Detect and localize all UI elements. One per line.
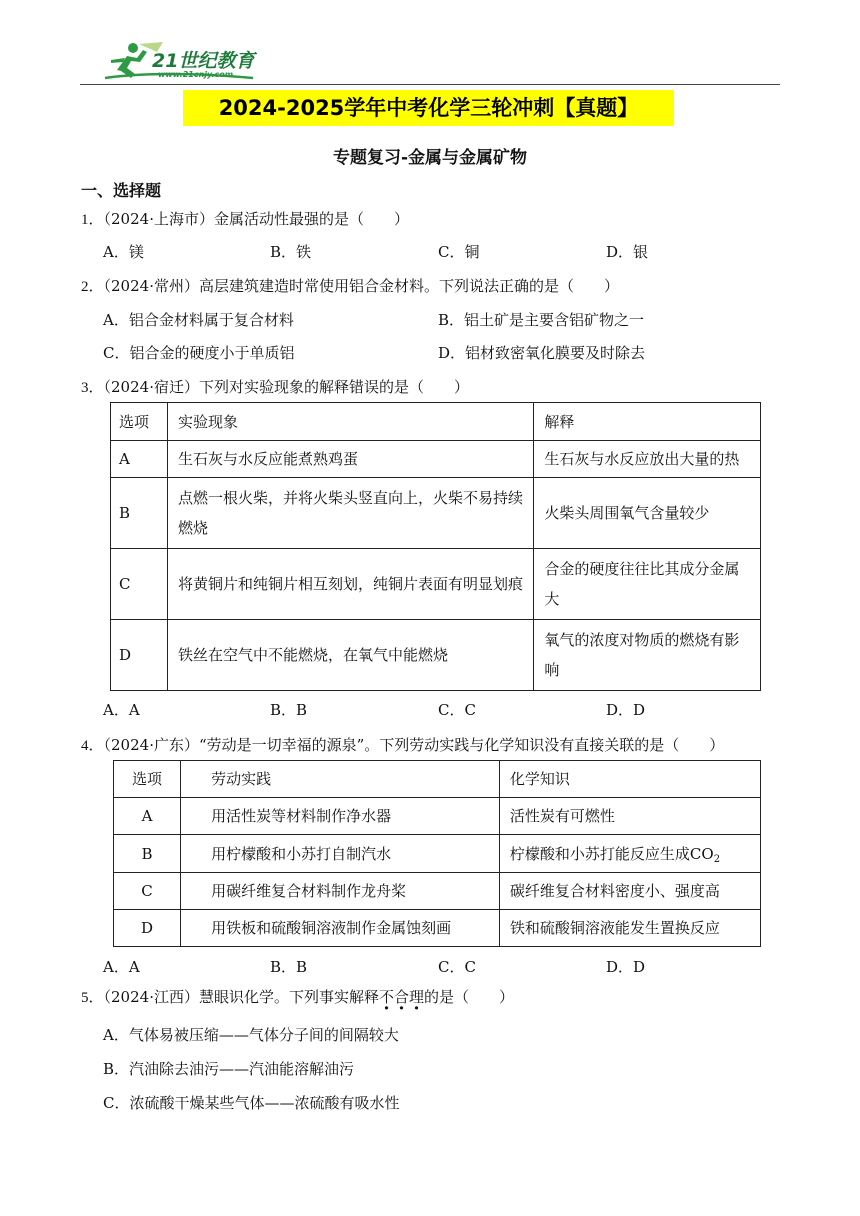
option-d[interactable]: D．铝材致密氧化膜要及时除去 — [438, 344, 646, 362]
option-d[interactable]: D．D — [606, 701, 646, 719]
table-cell: 用活性炭等材料制作净水器 — [181, 798, 500, 835]
question-text: （2024·江西）慧眼识化学。下列事实解释 — [103, 988, 379, 1006]
option-b[interactable]: B．B — [270, 958, 308, 976]
page-subtitle: 专题复习-金属与金属矿物 — [332, 148, 528, 168]
option-b[interactable]: B．铁 — [270, 243, 312, 261]
table-cell: 铁丝在空气中不能燃烧，在氧气中能燃烧 — [167, 620, 533, 691]
logo-text: 21世纪教育 — [152, 50, 255, 72]
table-header-cell: 实验现象 — [167, 403, 533, 441]
table-cell: 铁和硫酸铜溶液能发生置换反应 — [499, 910, 760, 947]
option-a[interactable]: A．铝合金材料属于复合材料 — [103, 311, 294, 329]
header-divider — [80, 84, 780, 85]
table-cell: 活性炭有可燃性 — [499, 798, 760, 835]
logo-subtext: www.21cnjy.com — [158, 70, 234, 79]
emphasis-char: 合 — [393, 988, 409, 1006]
table-cell: 用柠檬酸和小苏打自制汽水 — [181, 835, 500, 873]
section-heading: 一、选择题 — [81, 181, 162, 200]
option-a[interactable]: A．镁 — [103, 243, 144, 261]
table-cell: 将黄铜片和纯铜片相互刻划，纯铜片表面有明显划痕 — [167, 549, 533, 620]
question-1: 1．（2024·上海市）金属活动性最强的是（ ） — [81, 210, 409, 228]
table-cell: D — [111, 620, 168, 691]
table-cell: C — [111, 549, 168, 620]
table-header-cell: 化学知识 — [499, 761, 760, 798]
table-cell: 火柴头周围氧气含量较少 — [534, 478, 761, 549]
table-cell: 碳纤维复合材料密度小、强度高 — [499, 873, 760, 910]
table-row — [114, 835, 761, 873]
emphasis-char: 不 — [378, 988, 394, 1006]
table-cell: B — [114, 835, 181, 873]
option-d[interactable]: D．银 — [606, 243, 649, 261]
option-b[interactable]: B．汽油除去油污——汽油能溶解油污 — [103, 1060, 355, 1078]
table-cell: 生石灰与水反应能煮熟鸡蛋 — [167, 441, 533, 478]
table-row — [114, 873, 761, 910]
option-c[interactable]: C．铜 — [438, 243, 480, 261]
option-d[interactable]: D．D — [606, 958, 646, 976]
table-cell: B — [111, 478, 168, 549]
option-c[interactable]: C．C — [438, 701, 476, 719]
option-a[interactable]: A．气体易被压缩——气体分子间的间隔较大 — [103, 1026, 399, 1044]
question-3-table — [110, 402, 761, 691]
option-c[interactable]: C．浓硫酸干燥某些气体——浓硫酸有吸水性 — [103, 1094, 400, 1112]
question-5: 5．（2024·江西）慧眼识化学。下列事实解释不合理的是（ ） — [81, 988, 515, 1006]
question-text: （2024·广东）“劳动是一切幸福的源泉”。下列劳动实践与化学知识没有直接关联的是（ ） — [103, 736, 725, 754]
question-3: 3．（2024·宿迁）下列对实验现象的解释错误的是（ ） — [81, 378, 469, 396]
table-header-cell: 解释 — [534, 403, 761, 441]
emphasis-char: 理 — [409, 988, 425, 1006]
table-cell: A — [111, 441, 168, 478]
question-text: （2024·常州）高层建筑建造时常使用铝合金材料。下列说法正确的是（ ） — [103, 277, 619, 295]
option-a[interactable]: A．A — [103, 958, 140, 976]
table-cell: A — [114, 798, 181, 835]
option-c[interactable]: C．铝合金的硬度小于单质铝 — [103, 344, 295, 362]
table-cell: 生石灰与水反应放出大量的热 — [534, 441, 761, 478]
page-title: 2024-2025学年中考化学三轮冲刺【真题】 — [183, 90, 674, 126]
option-c[interactable]: C．C — [438, 958, 476, 976]
table-cell: D — [114, 910, 181, 947]
table-row — [111, 620, 761, 691]
question-4-table — [113, 760, 761, 947]
option-b[interactable]: B．B — [270, 701, 308, 719]
table-cell: 用铁板和硫酸铜溶液制作金属蚀刻画 — [181, 910, 500, 947]
option-b[interactable]: B．铝土矿是主要含铝矿物之一 — [438, 311, 645, 329]
table-header-cell: 劳动实践 — [181, 761, 500, 798]
table-row — [114, 798, 761, 835]
table-row — [111, 478, 761, 549]
question-text: （2024·宿迁）下列对实验现象的解释错误的是（ ） — [103, 378, 469, 396]
table-header-cell: 选项 — [111, 403, 168, 441]
table-header-row — [114, 761, 761, 798]
question-4: 4．（2024·广东）“劳动是一切幸福的源泉”。下列劳动实践与化学知识没有直接关联的是（ ） — [81, 736, 725, 754]
table-cell: 用碳纤维复合材料制作龙舟桨 — [181, 873, 500, 910]
table-cell: 合金的硬度往往比其成分金属大 — [534, 549, 761, 620]
table-header-cell: 选项 — [114, 761, 181, 798]
table-row — [114, 910, 761, 947]
table-cell: 点燃一根火柴，并将火柴头竖直向上，火柴不易持续燃烧 — [167, 478, 533, 549]
table-header-row — [111, 403, 761, 441]
table-row — [111, 549, 761, 620]
table-cell: C — [114, 873, 181, 910]
table-row — [111, 441, 761, 478]
table-cell: 柠檬酸和小苏打能反应生成$CO_2$ — [499, 835, 760, 873]
question-2: 2．（2024·常州）高层建筑建造时常使用铝合金材料。下列说法正确的是（ ） — [81, 277, 619, 295]
table-cell: 氧气的浓度对物质的燃烧有影响 — [534, 620, 761, 691]
option-a[interactable]: A．A — [103, 701, 140, 719]
question-text: （2024·上海市）金属活动性最强的是（ ） — [103, 210, 409, 228]
